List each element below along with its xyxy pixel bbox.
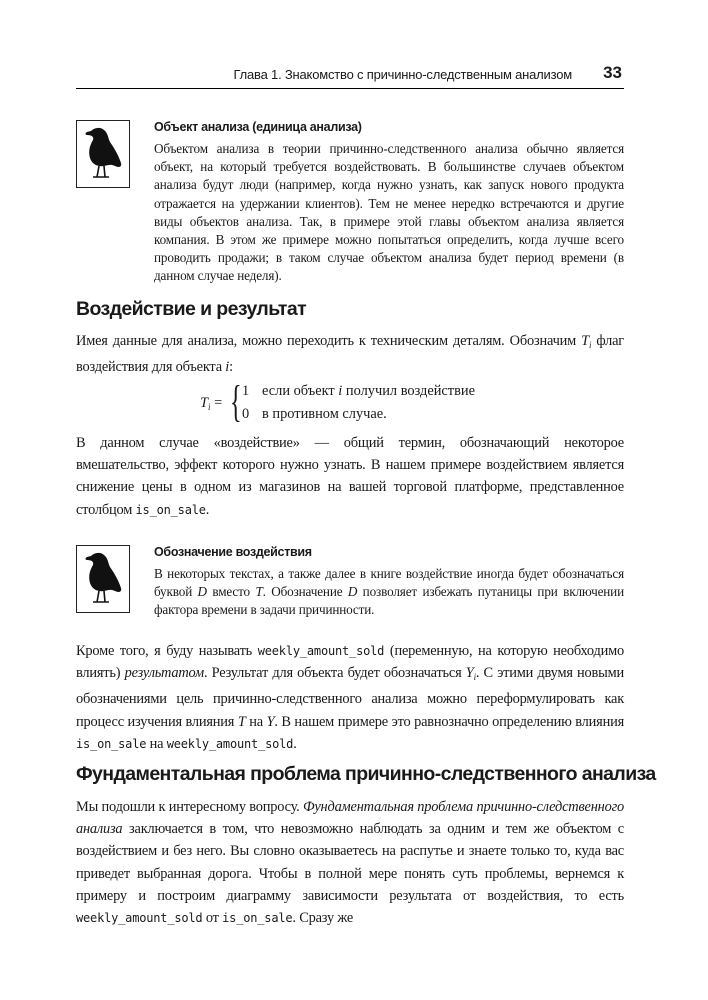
var-D: D xyxy=(347,584,358,600)
text: . Результат для объекта будет обозначаться xyxy=(203,665,466,682)
section-heading-fundamental-problem: Фундаментальная проблема причинно-следственного анализа xyxy=(76,763,656,785)
crow-svg xyxy=(77,121,129,187)
running-header xyxy=(76,58,624,89)
text: если объект xyxy=(262,383,339,399)
crow-icon xyxy=(76,545,130,613)
text: В некоторых текстах, а также далее в книге воздействие иногда будет обозначаться буквой xyxy=(154,566,624,600)
subscript-i: i xyxy=(208,402,211,412)
section-heading-treatment-outcome: Воздействие и результат xyxy=(76,298,307,320)
text: . С этими двумя новыми обозначениями цель причинно-следственного анализа можно переформулировать как процесс изучения влияния xyxy=(76,665,624,730)
var-i: i xyxy=(225,359,230,376)
paragraph-outcome xyxy=(76,640,624,755)
note-paragraph xyxy=(154,565,624,620)
page-number: 33 xyxy=(603,63,622,82)
crow-icon xyxy=(76,120,130,188)
paragraph-treatment-definition xyxy=(76,432,624,521)
text: Имея данные для анализа, можно переходить к техническим деталям. Обозначим xyxy=(76,333,582,349)
var-D: D xyxy=(197,584,207,600)
var-Y: Y xyxy=(465,665,474,682)
note-box-treatment-notation xyxy=(76,545,624,625)
left-brace: { xyxy=(230,377,242,426)
var-Y: Y xyxy=(266,713,275,730)
note-box-unit-of-analysis xyxy=(76,120,624,284)
treatment-formula xyxy=(200,377,520,428)
note-body xyxy=(154,140,624,286)
var-i: i xyxy=(338,383,343,399)
crow-svg xyxy=(77,546,129,612)
text: получил воздействие xyxy=(342,383,475,399)
var-T: T xyxy=(255,584,263,600)
text: . В нашем примере это равнозначно определению влияния xyxy=(274,713,624,730)
code-weekly-amount-sold: weekly_amount_sold xyxy=(166,736,294,751)
case1-condition xyxy=(262,383,475,400)
text: Мы подошли к интересному вопросу. xyxy=(76,799,303,815)
text: на xyxy=(245,713,267,730)
subscript-i: i xyxy=(473,672,476,683)
case1-value: 1 xyxy=(242,383,250,399)
emphasis: Фундаментальная проблема причинно-следственного анализа xyxy=(76,799,624,838)
code-is-on-sale: is_on_sale xyxy=(222,911,293,926)
text: . xyxy=(205,501,210,518)
text: . xyxy=(293,735,297,752)
text: Кроме того, я буду называть xyxy=(76,643,258,659)
text: позволяет избежать путаницы при включении фактора времени в задачи причинности. xyxy=(154,584,624,618)
code-is-on-sale: is_on_sale xyxy=(76,736,147,751)
text: В данном случае «воздействие» — общий термин, обозначающий некоторое вмешательство, эффект которого нужно узнать. В нашем примере воздействием является снижение цены в одном из магазинов на вашей торговой платформе, представленное столбцом xyxy=(76,435,624,518)
paragraph-notation xyxy=(76,330,624,378)
text: вместо xyxy=(206,584,256,600)
text: на xyxy=(146,735,167,752)
note-paragraph: Объектом анализа в теории причинно-следственного анализа обычно является объект, на который требуется воздействовать. В большинстве случаев объектом анализа будут люди (например, когда нужно узнать, как запуск нового продукта отражается на удержании клиентов). Тем не менее нередко встречаются и другие виды объектов анализа. Так, в примере этой главы объектом анализа является компания. В этом же примере можно попытаться определить, когда лучше всего проводить продажи; в таком случае объектом анализа будет период времени (в данном случае неделя). xyxy=(154,141,624,284)
text: . Обозначение xyxy=(262,584,348,600)
formula-lhs xyxy=(200,395,222,412)
note-title: Объект анализа (единица анализа) xyxy=(154,120,362,134)
text: заключается в том, что невозможно наблюдать за одним и тем же объектом с воздействием и без него. Вы словно оказываетесь на распутье и знаете только то, куда вас приведет выбранная дорога. Чтобы в полной мере понять суть проблемы, вернемся к примеру и построим диаграмму зависимости результата от воздействия, то есть xyxy=(76,821,624,904)
code-weekly-amount-sold: weekly_amount_sold xyxy=(76,911,203,926)
var-T: T xyxy=(581,333,589,349)
text: : xyxy=(229,359,233,376)
text: . Сразу же xyxy=(292,910,354,927)
running-title: Глава 1. Знакомство с причинно-следственным анализом xyxy=(233,67,572,82)
text: от xyxy=(202,910,223,927)
equals-sign: = xyxy=(210,395,223,411)
text: флаг воздействия для объекта xyxy=(76,333,624,376)
case2-value: 0 xyxy=(242,406,250,422)
code-weekly-amount-sold: weekly_amount_sold xyxy=(257,644,385,658)
subscript-i: i xyxy=(588,340,592,350)
var-T: T xyxy=(200,395,209,411)
paragraph-fundamental-problem xyxy=(76,796,624,929)
code-is-on-sale: is_on_sale xyxy=(135,502,206,517)
case2-condition: в противном случае. xyxy=(262,406,387,422)
note-title: Обозначение воздействия xyxy=(154,545,312,559)
text: (переменную, на которую необходимо влиять) xyxy=(76,643,624,682)
note-body xyxy=(154,565,624,620)
var-T: T xyxy=(237,713,246,730)
emphasis: результатом xyxy=(124,665,204,682)
